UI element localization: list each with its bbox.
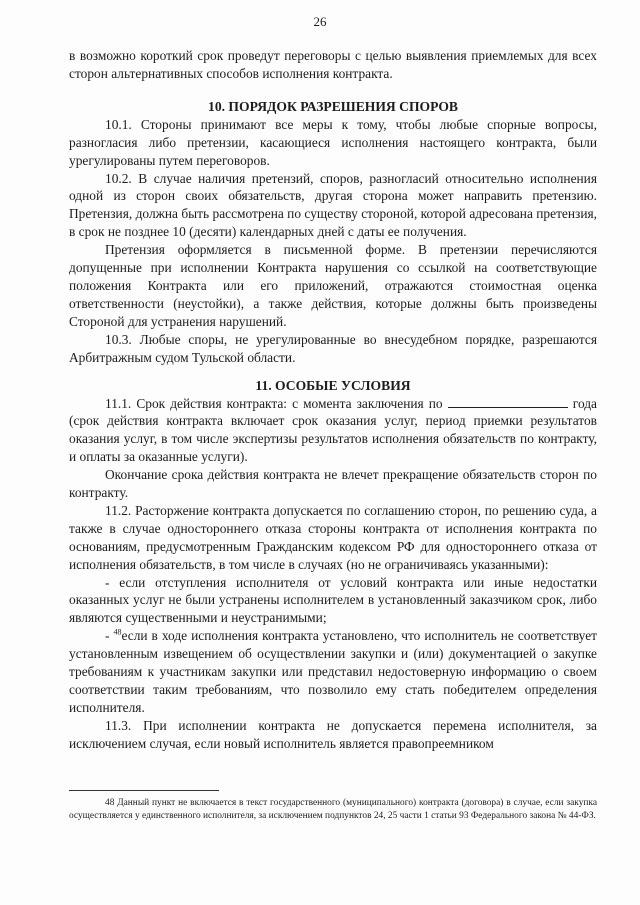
footnote-ref-48[interactable]: 48 bbox=[113, 627, 122, 637]
clause-11-1-rest: года (срок действия контракта включает срок оказания услуг, период приемки результатов оказания услуг, в том числе экспертизы результатов исполнения обязательств по контракту, и оплаты за оказанные услуги). bbox=[69, 395, 598, 465]
document-body bbox=[69, 47, 597, 753]
clause-11-2: 11.2. Расторжение контракта допускается по соглашению сторон, по решению суда, а также в случае одностороннего отказа стороны контракта от исполнения контракта по основаниям, предусмотренным Гражданским кодексом РФ для одностороннего отказа от исполнения обязательств, в том числе в случаях (но не ограничиваясь указанными): bbox=[69, 502, 597, 572]
clause-11-3: 11.3. При исполнении контракта не допускается перемена исполнителя, за исключением случая, если новый исполнитель является правопреемником bbox=[69, 717, 597, 751]
footnote-separator bbox=[69, 790, 219, 791]
footnote-48: 48 Данный пункт не включается в текст государственного (муниципального) контракта (договора) в случае, если закупка осуществляется у единственного исполнителя, за исключением подпунктов 24, 25 части 1 статьи 93 Федерального закона № 44-ФЗ. bbox=[69, 798, 597, 821]
clause-11-1-start: 11.1. Срок действия контракта: с момента заключения по bbox=[105, 395, 443, 411]
intro-paragraph: в возможно короткий срок проведут переговоры с целью выявления приемлемых для всех сторон альтернативных способов исполнения контракта. bbox=[69, 48, 597, 81]
clause-11-1 bbox=[69, 395, 597, 467]
clause-10-2: 10.2. В случае наличия претензий, споров, разногласий относительно исполнения одной из сторон своих обязательств, другая сторона может направить претензию. Претензия, должна быть рассмотрена по существу стороной, которой адресована претензия, в срок не позднее 10 (десяти) календарных дней с даты ее получения. bbox=[69, 170, 597, 240]
page-number: 26 bbox=[313, 14, 327, 29]
claim-form-paragraph: Претензия оформляется в письменной форме. В претензии перечисляются допущенные при исполнении Контракта нарушения со ссылкой на соответствующие положения Контракта или его приложений, отражаются стоимостная оценка ответственности (неустойки), а также действия, которые должны быть произведены Стороной для устранения нарушений. bbox=[69, 242, 597, 329]
termination-case-1: - если отступления исполнителя от условий контракта или иные недостатки оказанных услуг не были устранены исполнителем в установленный заказчиком срок, либо являются существенными и неустранимыми; bbox=[69, 574, 597, 626]
section-10-title: 10. ПОРЯДОК РАЗРЕШЕНИЯ СПОРОВ bbox=[208, 98, 458, 114]
case-dash: - bbox=[105, 628, 114, 644]
contract-end-paragraph: Окончание срока действия контракта не влечет прекращение обязательств сторон по контракту. bbox=[69, 467, 597, 501]
clause-10-3: 10.3. Любые споры, не урегулированные во внесудебном порядке, разрешаются Арбитражным судом Тульской области. bbox=[69, 331, 597, 365]
clause-10-1: 10.1. Стороны принимают все меры к тому, чтобы любые спорные вопросы, разногласия либо претензии, касающиеся исполнения настоящего контракта, были урегулированы путем переговоров. bbox=[69, 116, 597, 168]
case-2-text: если в ходе исполнения контракта установлено, что исполнитель не соответствует установленным извещением об осуществлении закупки и (или) документацией о закупке требованиям к участникам закупки или представил недостоверную информацию о своем соответствии таким требованиям, что позволило ему стать победителем определения исполнителя. bbox=[69, 628, 598, 715]
blank-date-field bbox=[448, 395, 568, 408]
section-11-title: 11. ОСОБЫЕ УСЛОВИЯ bbox=[255, 377, 411, 393]
termination-case-2 bbox=[69, 627, 597, 717]
